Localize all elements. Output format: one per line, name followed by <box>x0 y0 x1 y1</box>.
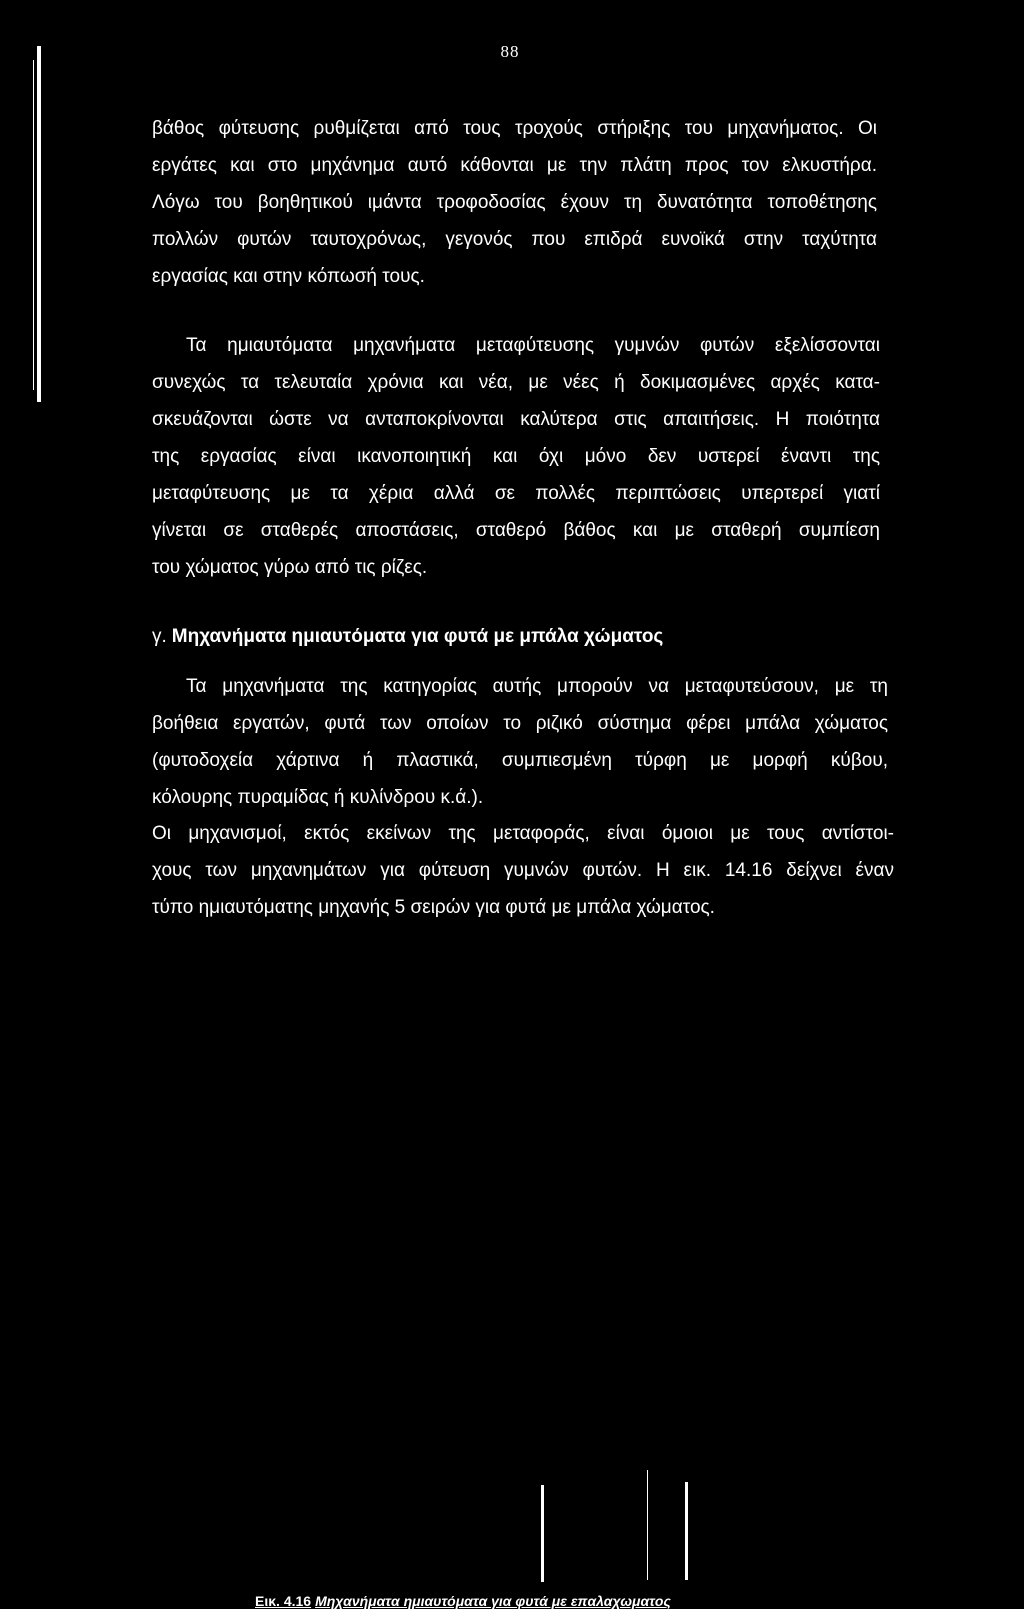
paragraph-line: της εργασίας είναι ικανοποιητική και όχι μόνο δεν υστερεί έναντι της <box>152 446 880 467</box>
paragraph-2 <box>152 327 880 586</box>
figure-line <box>647 1470 648 1580</box>
scan-margin-rule-main <box>37 46 41 402</box>
paragraph-1 <box>152 110 877 295</box>
paragraph-line: τύπο ημιαυτόματης μηχανής 5 σειρών για φυτά με μπάλα χώματος. <box>152 897 715 918</box>
paragraph-line: πολλών φυτών ταυτοχρόνως, γεγονός που επιδρά ευνοϊκά στην ταχύτητα <box>152 229 877 250</box>
page-number: 88 <box>500 42 520 61</box>
paragraph-line: Τα ημιαυτόματα μηχανήματα μεταφύτευσης γυμνών φυτών εξελίσσονται <box>186 335 880 356</box>
paragraph-line: μεταφύτευσης με τα χέρια αλλά σε πολλές περιπτώσεις υπερτερεί γιατί <box>152 483 880 504</box>
paragraph-line: (φυτοδοχεία χάρτινα ή πλαστικά, συμπιεσμένη τύρφη με μορφή κύβου, <box>152 750 888 771</box>
section-heading-title: Μηχανήματα ημιαυτόματα για φυτά με μπάλα χώματος <box>171 626 664 647</box>
paragraph-line: Λόγω του βοηθητικού ιμάντα τροφοδοσίας έχουν τη δυνατότητα τοποθέτησης <box>152 192 877 213</box>
paragraph-line: σκευάζονται ώστε να ανταποκρίνονται καλύτερα στις απαιτήσεις. Η ποιότητα <box>152 409 880 430</box>
paragraph-line: εργασίας και στην κόπωσή τους. <box>152 266 425 287</box>
figure-caption-label: Εικ. 4.16 <box>255 1593 312 1609</box>
paragraph-line: του χώματος γύρω από τις ρίζες. <box>152 557 428 578</box>
paragraph-line: κόλουρης πυραμίδας ή κυλίνδρου κ.ά.). <box>152 787 484 808</box>
paragraph-4 <box>152 815 894 926</box>
paragraph-line: βοήθεια εργατών, φυτά των οποίων το ριζικό σύστημα φέρει μπάλα χώματος <box>152 713 888 734</box>
paragraph-line: Οι μηχανισμοί, εκτός εκείνων της μεταφοράς, είναι όμοιοι με τους αντίστοι- <box>152 823 894 844</box>
figure-caption-text: Μηχανήματα ημιαυτόματα για φυτά με επαλαχωματος <box>315 1593 671 1609</box>
paragraph-line: γίνεται σε σταθερές αποστάσεις, σταθερό βάθος και με σταθερή συμπίεση <box>152 520 880 541</box>
paragraph-line: Τα μηχανήματα της κατηγορίας αυτής μπορούν να μεταφυτεύσουν, με τη <box>186 676 888 697</box>
paragraph-line: συνεχώς τα τελευταία χρόνια και νέα, με νέες ή δοκιμασμένες αρχές κατα- <box>152 372 880 393</box>
figure-line <box>685 1482 688 1580</box>
paragraph-line: βάθος φύτευσης ρυθμίζεται από τους τροχούς στήριξης του μηχανήματος. Οι <box>152 118 877 139</box>
section-heading <box>152 622 663 652</box>
figure-line <box>541 1485 544 1582</box>
section-heading-marker: γ. <box>152 626 167 647</box>
paragraph-line: χους των μηχανημάτων για φύτευση γυμνών φυτών. Η εικ. 14.16 δείχνει έναν <box>152 860 894 881</box>
paragraph-line: εργάτες και στο μηχάνημα αυτό κάθονται με την πλάτη προς τον ελκυστήρα. <box>152 155 877 176</box>
paragraph-3 <box>152 668 888 816</box>
scan-margin-rule-thin <box>33 60 34 390</box>
figure-caption <box>255 1593 671 1609</box>
